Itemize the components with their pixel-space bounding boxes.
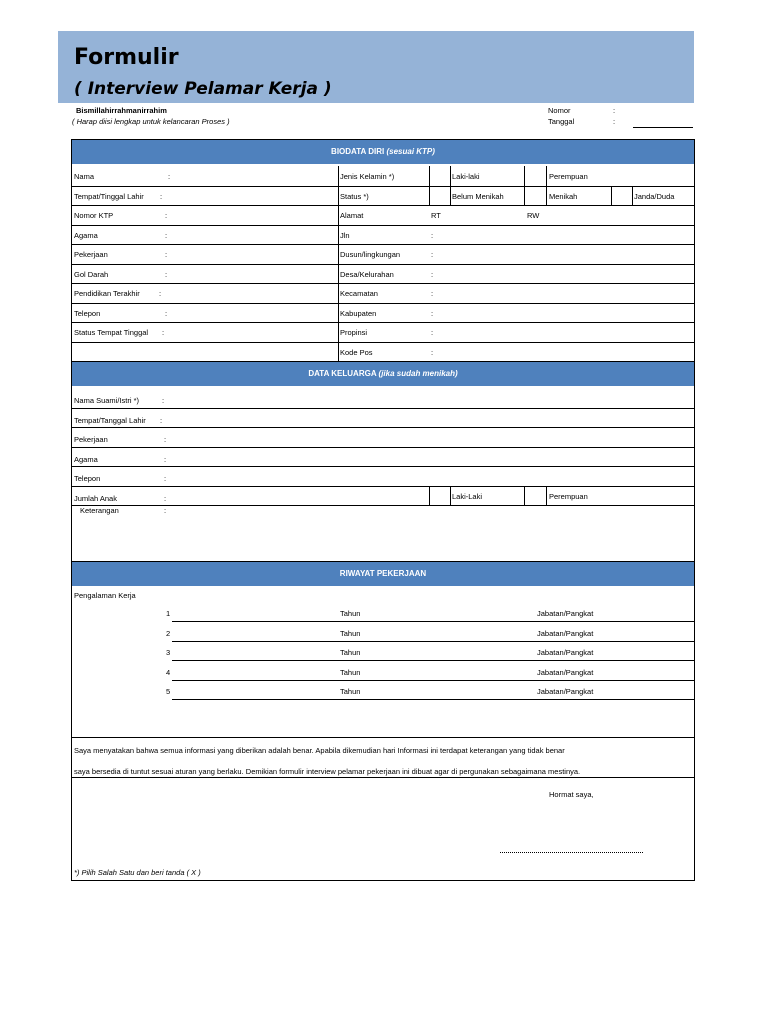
keluarga-label: Tempat/Tanggal Lahir xyxy=(74,415,146,425)
biodata-colon-left: : xyxy=(165,269,168,279)
riwayat-section-header xyxy=(72,562,694,586)
biodata-label-left[interactable]: Nomor KTP xyxy=(74,211,114,220)
biodata-column-divider xyxy=(338,166,339,362)
keluarga-title-note: (jika sudah menikah) xyxy=(378,369,458,378)
biodata-title: BIODATA DIRI xyxy=(331,147,385,156)
biodata-colon-left: : xyxy=(168,172,171,181)
checkbox-perempuan[interactable] xyxy=(524,166,547,186)
biodata-row-line xyxy=(71,186,694,187)
biodata-colon-right: : xyxy=(431,289,434,298)
biodata-row-line xyxy=(71,342,694,343)
riwayat-number: 5 xyxy=(166,687,171,696)
option-laki-laki: Laki-laki xyxy=(452,172,480,181)
riwayat-entry-line[interactable] xyxy=(172,699,694,700)
biodata-row-line xyxy=(71,205,694,206)
riwayat-number: 4 xyxy=(166,667,171,677)
statement-bottom-line xyxy=(71,777,694,778)
checkbox-laki-laki[interactable] xyxy=(429,166,451,186)
closing-text: Hormat saya, xyxy=(549,790,594,799)
riwayat-tahun-label: Tahun xyxy=(340,667,361,677)
riwayat-jabatan-label: Jabatan/Pangkat xyxy=(537,628,594,638)
biodata-colon-right: : xyxy=(431,347,434,357)
riwayat-number: 2 xyxy=(166,628,171,638)
biodata-label-left[interactable]: Gol Darah xyxy=(74,269,109,279)
option-menikah: Menikah xyxy=(549,191,578,201)
keluarga-colon: : xyxy=(164,454,167,464)
keluarga-row-line xyxy=(71,486,694,487)
biodata-section-header xyxy=(72,140,694,164)
riwayat-title: RIWAYAT PEKERJAAN xyxy=(339,569,427,578)
keluarga-label: Telepon xyxy=(74,474,101,483)
bismillah-text: Bismillahirrahmanirrahim xyxy=(76,106,167,115)
keluarga-row-line xyxy=(71,447,694,448)
biodata-label-right: Propinsi xyxy=(340,328,368,337)
keterangan-colon: : xyxy=(164,506,167,515)
nomor-colon: : xyxy=(613,106,616,115)
biodata-title-note: (sesuai KTP) xyxy=(386,147,435,156)
riwayat-entry-line[interactable] xyxy=(172,680,694,681)
form-subtitle: ( Interview Pelamar Kerja ) xyxy=(74,79,332,99)
riwayat-entry-line[interactable] xyxy=(172,621,694,622)
keterangan-label: Keterangan xyxy=(80,506,119,515)
riwayat-number: 1 xyxy=(166,609,171,618)
biodata-label-right: Alamat xyxy=(340,211,364,220)
biodata-colon-right: : xyxy=(431,230,434,240)
biodata-label-left[interactable]: Nama xyxy=(74,172,95,181)
rt-label: RT xyxy=(431,211,441,220)
option-anak-perempuan: Perempuan xyxy=(549,491,588,501)
riwayat-entry-line[interactable] xyxy=(172,660,694,661)
biodata-label-right: Jenis Kelamin *) xyxy=(340,172,395,181)
biodata-label-left[interactable]: Tempat/Tinggal Lahir xyxy=(74,191,144,201)
statement-line-2: saya bersedia di tuntut sesuai aturan yang berlaku. Demikian formulir interview pelamar pekerjaan ini dibuat agar di pergunakan sebagaimana mestinya. xyxy=(74,767,581,776)
keluarga-colon: : xyxy=(162,396,165,405)
keluarga-row-line xyxy=(71,408,694,409)
biodata-row-line xyxy=(71,322,694,323)
biodata-label-right: Kabupaten xyxy=(340,308,377,318)
biodata-label-right: Desa/Kelurahan xyxy=(340,269,394,279)
option-perempuan: Perempuan xyxy=(549,172,588,181)
checkbox-anak-laki-laki[interactable] xyxy=(429,486,451,506)
keluarga-row-line xyxy=(71,466,694,467)
intro-note: ( Harap diisi lengkap untuk kelancaran Proses ) xyxy=(72,117,230,126)
biodata-label-right: Status *) xyxy=(340,191,369,201)
tanggal-underline[interactable] xyxy=(633,127,693,128)
option-belum-menikah: Belum Menikah xyxy=(452,191,504,201)
riwayat-number: 3 xyxy=(166,648,171,657)
biodata-row-line xyxy=(71,303,694,304)
biodata-row-line xyxy=(71,283,694,284)
biodata-label-right: Kecamatan xyxy=(340,289,378,298)
riwayat-tahun-label: Tahun xyxy=(340,648,361,657)
biodata-row-line xyxy=(71,244,694,245)
tanggal-label: Tanggal xyxy=(548,117,575,126)
biodata-label-left[interactable]: Status Tempat Tinggal xyxy=(74,328,149,337)
rw-label: RW xyxy=(527,211,540,220)
biodata-label-left[interactable]: Agama xyxy=(74,230,98,240)
riwayat-bottom-line xyxy=(71,737,694,738)
riwayat-entry-line[interactable] xyxy=(172,641,694,642)
riwayat-jabatan-label: Jabatan/Pangkat xyxy=(537,609,594,618)
keluarga-label: Agama xyxy=(74,454,98,464)
statement-line-1: Saya menyatakan bahwa semua informasi yang diberikan adalah benar. Apabila dikemudian hari Informasi ini terdapat keterangan yang tidak benar xyxy=(74,746,565,755)
biodata-label-right: Kode Pos xyxy=(340,347,373,357)
riwayat-jabatan-label: Jabatan/Pangkat xyxy=(537,687,594,696)
riwayat-jabatan-label: Jabatan/Pangkat xyxy=(537,667,594,677)
checkbox-janda-duda[interactable] xyxy=(611,186,633,206)
biodata-label-right: Jln xyxy=(340,230,350,240)
biodata-label-left[interactable]: Pendidikan Terakhir xyxy=(74,289,140,298)
biodata-label-left[interactable]: Pekerjaan xyxy=(74,250,108,259)
biodata-colon-right: : xyxy=(431,308,434,318)
biodata-row-line xyxy=(71,264,694,265)
footnote: *) Pilih Salah Satu dan beri tanda ( X ) xyxy=(74,868,201,877)
form-header xyxy=(58,31,694,103)
signature-line[interactable] xyxy=(500,852,643,853)
nomor-label: Nomor xyxy=(548,106,571,115)
riwayat-tahun-label: Tahun xyxy=(340,609,361,618)
tanggal-colon: : xyxy=(613,117,616,126)
keluarga-row-line xyxy=(71,427,694,428)
biodata-row-line xyxy=(71,225,694,226)
checkbox-belum-menikah[interactable] xyxy=(429,186,451,206)
riwayat-tahun-label: Tahun xyxy=(340,628,361,638)
biodata-colon-left: : xyxy=(159,289,162,298)
keluarga-colon: : xyxy=(164,435,167,444)
checkbox-anak-perempuan[interactable] xyxy=(524,486,547,506)
biodata-colon-right: : xyxy=(431,269,434,279)
biodata-colon-left: : xyxy=(162,328,165,337)
biodata-colon-right: : xyxy=(431,328,434,337)
biodata-label-left[interactable]: Telepon xyxy=(74,308,101,318)
keluarga-label: Nama Suami/Istri *) xyxy=(74,396,140,405)
riwayat-jabatan-label: Jabatan/Pangkat xyxy=(537,648,594,657)
riwayat-tahun-label: Tahun xyxy=(340,687,361,696)
keluarga-colon: : xyxy=(164,493,167,503)
keluarga-label: Pekerjaan xyxy=(74,435,108,444)
keluarga-label: Jumlah Anak xyxy=(74,493,117,503)
keluarga-section-header xyxy=(72,362,694,386)
keluarga-colon: : xyxy=(160,415,163,425)
biodata-label-right: Dusun/lingkungan xyxy=(340,250,401,259)
checkbox-menikah[interactable] xyxy=(524,186,547,206)
biodata-colon-left: : xyxy=(165,250,168,259)
option-janda-duda: Janda/Duda xyxy=(634,191,675,201)
biodata-colon-left: : xyxy=(165,230,168,240)
pengalaman-label: Pengalaman Kerja xyxy=(74,591,136,600)
keluarga-title: DATA KELUARGA xyxy=(308,369,377,378)
keluarga-colon: : xyxy=(164,474,167,483)
biodata-colon-left: : xyxy=(165,211,168,220)
biodata-colon-right: : xyxy=(431,250,434,259)
form-title: Formulir xyxy=(74,45,179,70)
biodata-colon-left: : xyxy=(165,308,168,318)
biodata-colon-left: : xyxy=(160,191,163,201)
option-anak-laki-laki: Laki-Laki xyxy=(452,491,483,501)
